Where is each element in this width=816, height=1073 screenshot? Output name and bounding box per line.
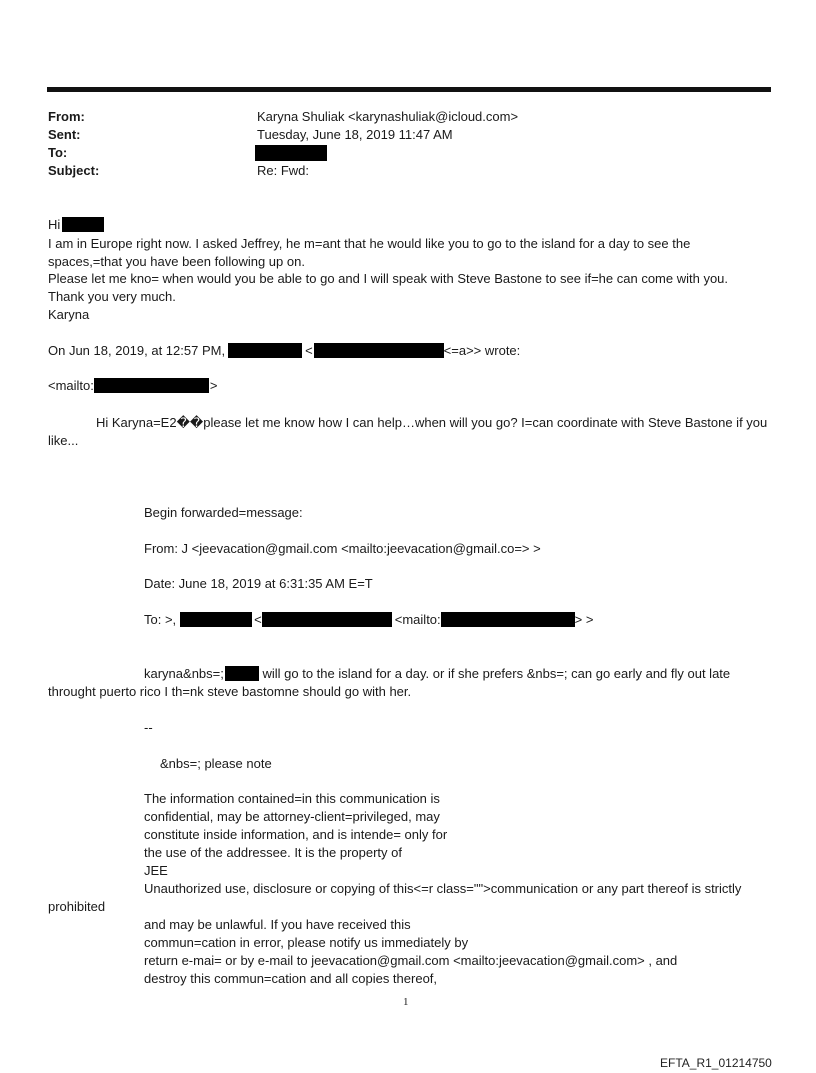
fwd-to-prefix: To: >, xyxy=(144,612,177,627)
from-value: Karyna Shuliak <karynashuliak@icloud.com> xyxy=(257,109,519,124)
quote-suffix: <=a>> wrote: xyxy=(443,343,521,358)
document-id: EFTA_R1_01214750 xyxy=(660,1056,772,1070)
redaction xyxy=(262,612,392,627)
disclaimer-line: constitute inside information, and is intende= only for xyxy=(144,827,448,842)
disclaimer-line: JEE xyxy=(144,863,168,878)
subject-value: Re: Fwd: xyxy=(257,163,310,178)
body-line3: Thank you very much. xyxy=(48,289,176,304)
mailto-prefix: <mailto: xyxy=(48,378,94,393)
msg-part2: will go to the island for a day. or if she prefers &nbs=; can go early and fly out late xyxy=(262,666,731,681)
body-line2: Please let me kno= when would you be able to go and I will speak with Steve Bastone to see if=he can come with you. xyxy=(48,271,729,286)
msg-part1: karyna&nbs=; xyxy=(144,666,224,681)
redaction xyxy=(441,612,575,627)
from-label: From: xyxy=(48,109,85,124)
fwd-to-mailto: <mailto: xyxy=(394,612,441,627)
redaction xyxy=(94,378,209,393)
quote-header xyxy=(48,343,520,358)
fwd-to-end: > > xyxy=(574,612,594,627)
dashes: -- xyxy=(144,720,153,735)
disclaimer-line: commun=cation in error, please notify us immediately by xyxy=(144,935,469,950)
header-rule xyxy=(47,87,771,92)
fwd-to-lt: < xyxy=(254,612,262,627)
page-number: 1 xyxy=(403,996,409,1008)
please-note: &nbs=; please note xyxy=(160,756,272,771)
body-line1: I am in Europe right now. I asked Jeffrey, he m=ant that he would like you to go to the island for a day to see the spaces,=that you have been following up on. xyxy=(48,236,691,269)
redaction xyxy=(180,612,252,627)
quote-prefix: On Jun 18, 2019, at 12:57 PM, xyxy=(48,343,226,358)
disclaimer-line: prohibited xyxy=(48,899,106,914)
fwd-begin: Begin forwarded=message: xyxy=(144,505,303,520)
disclaimer-line: confidential, may be attorney-client=privileged, may xyxy=(144,809,440,824)
fwd-to xyxy=(144,612,593,627)
disclaimer-line: The information contained=in this communication is xyxy=(144,791,440,806)
reply-text: Hi Karyna=E2��please let me know how I can help…when will you go? I=can coordinate with Steve Bastone if you like... xyxy=(48,415,768,448)
to-redaction xyxy=(255,145,327,161)
disclaimer-line: return e-mai= or by e-mail to jeevacation@gmail.com <mailto:jeevacation@gmail.com> , and xyxy=(144,953,678,968)
sent-label: Sent: xyxy=(48,127,81,142)
sent-value: Tuesday, June 18, 2019 11:47 AM xyxy=(257,127,453,142)
greeting-line xyxy=(48,217,104,232)
subject-label: Subject: xyxy=(48,163,100,178)
msg-line2: throught puerto rico I th=nk steve bastomne should go with her. xyxy=(48,684,412,699)
disclaimer-line: destroy this commun=cation and all copies thereof, xyxy=(144,971,438,986)
fwd-date: Date: June 18, 2019 at 6:31:35 AM E=T xyxy=(144,576,373,591)
redaction xyxy=(228,343,302,358)
mailto-line xyxy=(48,378,217,393)
disclaimer-line: Unauthorized use, disclosure or copying of this<=r class="">communication or any part thereof is strictly xyxy=(144,881,742,896)
redaction xyxy=(62,217,104,232)
redaction xyxy=(314,343,444,358)
to-label: To: xyxy=(48,145,68,160)
msg-line1 xyxy=(144,666,730,681)
fwd-from: From: J <jeevacation@gmail.com <mailto:jeevacation@gmail.co=> > xyxy=(144,541,541,556)
quote-lt: < xyxy=(305,343,313,358)
disclaimer-line: and may be unlawful. If you have received this xyxy=(144,917,411,932)
mailto-suffix: > xyxy=(209,378,218,393)
signature: Karyna xyxy=(48,307,90,322)
greeting: Hi xyxy=(48,217,61,232)
disclaimer-line: the use of the addressee. It is the property of xyxy=(144,845,402,860)
redaction xyxy=(225,666,259,681)
